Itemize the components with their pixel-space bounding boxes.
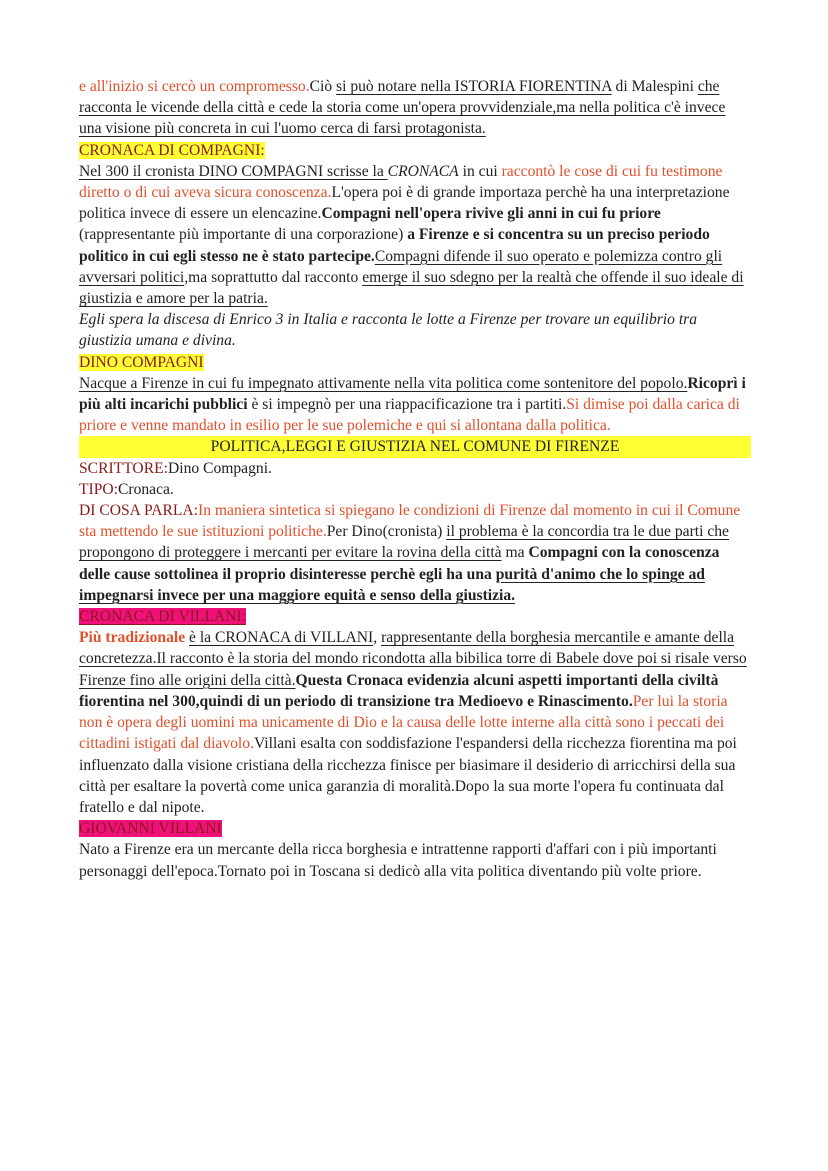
field-tipo: TIPO:Cronaca. [79,480,174,498]
paragraph-giovanni-bio: Nato a Firenze era un mercante della ricca borghesia e intrattenne rapporti d'affari con i più importanti personaggi dell'epoca.Tornato poi in Toscana si dedicò alla vita politica diventando più volte priore. [79,841,717,880]
paragraph-istoria: e all'inizio si cercò un compromesso.Ciò si può notare nella ISTORIA FIORENTINA di Malespini che racconta le vicende della città e cede la storia come un'opera provvidenziale,ma nella politica c'è invece una visione più concreta in cui l'uomo cerca di farsi protagonista. [79,78,726,138]
paragraph-villani: Più tradizionale è la CRONACA di VILLANI, rappresentante della borghesia mercantile e amante della concretezza.Il racconto è la storia del mondo ricondotta alla bibilica torre di Babele dove poi si risale verso Firenze fino alle origini della città.Questa Cronaca evidenzia alcuni aspetti importanti della civiltà fiorentina nel 300,quindi di un periodo di transizione tra Medioevo e Rinascimento.Per lui la storia non è opera degli uomini ma unicamente di Dio e la causa delle lotte interne alla città sono i peccati dei cittadini istigati dal diavolo.Villani esalta con soddisfazione l'espandersi della ricchezza fiorentina ma poi influenzato dalla visione cristiana della ricchezza finisce per biasimare il desiderio di arricchirsi della sua città per esaltare la povertà come unica garanzia di moralità.Dopo la sua morte l'opera fu continuata dal fratello e dal nipote. [79,629,747,816]
paragraph-compagni: Nel 300 il cronista DINO COMPAGNI scrisse la CRONACA in cui raccontò le cose di cui fu testimone diretto o di cui aveva sicura conoscenza.L'opera poi è di grande importaza perchè ha una interpretazione politica invece di essere un elencazine.Compagni nell'opera rivive gli anni in cui fu priore (rappresentante più importante di una corporazione) a Firenze e si concentra su un preciso periodo politico in cui egli stesso ne è stato partecipe.Compagni difende il suo operato e polemizza contro gli avversari politici,ma soprattutto dal racconto emerge il suo sdegno per la realtà che offende il suo ideale di giustizia e amore per la patria. [79,162,744,308]
heading-dino-compagni: DINO COMPAGNI [79,353,204,371]
heading-giovanni-villani: GIOVANNI VILLANI [79,820,222,838]
document-page [79,76,751,882]
heading-cronaca-compagni: CRONACA DI COMPAGNI: [79,141,265,159]
heading-politica: POLITICA,LEGGI E GIUSTIZIA NEL COMUNE DI FIRENZE [79,436,751,457]
field-scrittore: SCRITTORE:Dino Compagni. [79,459,272,477]
paragraph-enrico: Egli spera la discesa di Enrico 3 in Italia e racconta le lotte a Firenze per trovare un equilibrio tra giustizia umana e divina. [79,311,698,350]
paragraph-dino-bio: Nacque a Firenze in cui fu impegnato attivamente nella vita politica come sontenitore del popolo.Ricoprì i più alti incarichi pubblici è si impegnò per una riappacificazione tra i partiti.Si dimise poi dalla carica di priore e venne mandato in esilio per le sue polemiche e qui si allontana dalla politica. [79,374,746,435]
heading-cronaca-villani: CRONACA DI VILLANI: [79,608,246,626]
field-di-cosa-parla: DI COSA PARLA:In maniera sintetica si spiegano le condizioni di Firenze dal momento in cui il Comune sta mettendo le sue istituzioni politiche.Per Dino(cronista) il problema è la concordia tra le due parti che propongono di proteggere i mercanti per evitare la rovina della città ma Compagni con la conoscenza delle cause sottolinea il proprio disinteresse perchè egli ha una purità d'animo che lo spinge ad impegnarsi invece per una maggiore equità e senso della giustizia. [79,502,741,604]
